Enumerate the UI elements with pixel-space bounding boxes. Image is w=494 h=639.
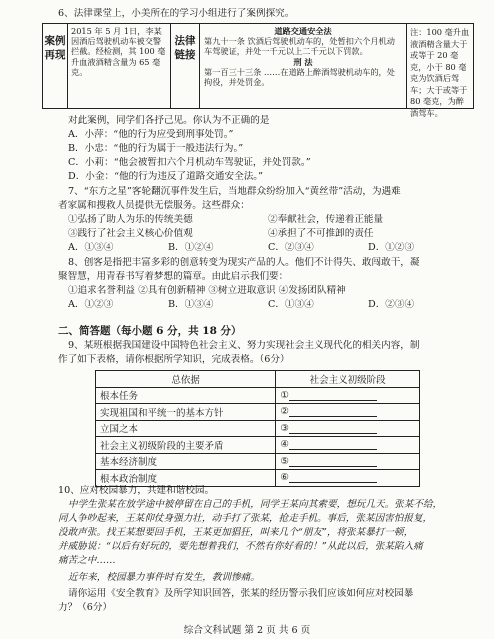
row-label: 基本经济制度 (96, 453, 276, 470)
q8-choice-d: D．②③④ (368, 299, 415, 310)
q10-story-4: 并威胁说：“以后有好玩的，要先想着我们，不然有你好看的！”从此以后，张某陷入痛 (58, 541, 423, 552)
q7-opt-1: ①弘扬了助人为乐的传统美德 (68, 214, 193, 225)
q10-question-2: 力？（6分） (58, 602, 113, 613)
q6-question: 对此案例，同学们各抒己见。你认为不正确的是 (68, 115, 270, 126)
answer-blank[interactable] (289, 423, 377, 434)
q10-note: 近年来，校园暴力事件时有发生，教训惨痛。 (68, 572, 260, 583)
table-row (96, 420, 420, 437)
table-row (96, 470, 420, 487)
table-row (96, 453, 420, 470)
q8-choice-c: C．①③④ (268, 299, 314, 310)
q10-story-3: 没敢声张。找王某想要回手机，王某更加猖狂，叫来几个“朋友”，将张某暴打一顿， (58, 527, 414, 538)
q6-case-table (42, 23, 474, 118)
case-label: 案例再现 (43, 24, 68, 108)
table-header-row (96, 371, 420, 388)
q7-choice-d: D．①②③ (368, 242, 415, 253)
q6-stem: 6、法律课堂上，小美所在的学习小组进行了案例探究。 (58, 8, 295, 19)
q10-story-1: 中学生张某在放学途中被停留在自己的手机，同学王某向其索要，想玩几天。张某不给， (68, 499, 443, 510)
answer-blank[interactable] (289, 406, 377, 417)
law-text (200, 24, 407, 108)
q7-choice-a: A．①③④ (68, 242, 114, 253)
q7-options-row-1 (68, 214, 476, 226)
q8-choice-b: B．①③④ (168, 299, 214, 310)
law-title-traffic: 道路交通安全法 (274, 26, 332, 36)
q10-story-5: 痛苦之中…… (58, 555, 116, 566)
q7-opt-3: ③践行了社会主义核心价值观 (68, 228, 193, 239)
answer-cell[interactable]: ③ (276, 420, 420, 437)
q10-question-1: 请你运用《安全教育》及所学知识回答，张某的经历警示我们应该如何应对校园暴 (68, 588, 414, 599)
alcohol-note: 注：100 毫升血液酒精含量大于或等于 20 毫克，小于 80 毫克为饮酒后驾车；大于或等于 80 毫克，为醉酒驾车。 (410, 27, 470, 118)
q7-stem-2: 者家属和搜救人员提供无偿服务。这些群众： (58, 200, 250, 211)
law-article-91: 第九十一条 饮酒后驾驶机动车的，处暂扣六个月机动车驾驶证，并处一千元以上二千元以下罚款。 (204, 36, 395, 57)
q10-story-2: 同人争吵起来，王某仰仗身强力壮，动手打了张某，抢走手机。事后，张某因害怕报复， (58, 513, 433, 524)
table-row (96, 387, 420, 404)
q8-stem-2: 聚智慧，用青春书写着梦想的篇章。由此启示我们要： (58, 271, 289, 282)
q7-choice-b: B．①②④ (168, 242, 214, 253)
law-article-133: 第一百三十三条 ……在道路上醉酒驾驶机动车的，处拘役，并处罚金。 (204, 66, 395, 88)
q9-stem-2: 作了如下表格，请你根据所学知识，完成表格。（6分） (58, 354, 290, 365)
row-label: 社会主义初级阶段的主要矛盾 (96, 437, 276, 454)
answer-cell[interactable]: ④ (276, 437, 420, 454)
row-label: 根本任务 (96, 387, 276, 404)
q10-stem: 10、应对校园暴力，共建和谐校园。 (58, 485, 215, 496)
header-left: 总依据 (96, 371, 276, 388)
header-right: 社会主义初级阶段 (276, 371, 420, 388)
law-label: 法律链接 (171, 24, 200, 108)
q7-opt-4: ④承担了不可推卸的责任 (268, 228, 374, 239)
section-title: 二、简答题（每小题 6 分，共 18 分） (58, 325, 242, 337)
q7-stem-1: 7、“东方之星”客轮翻沉事件发生后，当地群众纷纷加入“黄丝带”活动，为遇难 (68, 186, 401, 197)
q8-options: ①追求名誉利益 ②具有创新精神 ③树立进取意识 ④发扬团队精神 (68, 285, 346, 296)
q9-stem-1: 9、某班根据我国建设中国特色社会主义、努力实现社会主义现代化的相关内容，制 (68, 340, 420, 351)
q6-option-d: D．小金：“他的行为违反了道路交通安全法。” (68, 171, 263, 182)
q6-option-c: C．小莉：“他会被暂扣六个月机动车驾驶证，并处罚款。” (68, 157, 311, 168)
table-row (96, 404, 420, 421)
q9-table (95, 370, 420, 487)
case-text: 2015 年 5 月 1日，李某因酒后驾驶机动车被交警拦截。经检测，其 100 毫升血液酒精含量为 65 毫克。 (68, 24, 171, 108)
q8-stem-1: 8、创客是指把丰富多彩的创意转变为现实产品的人。他们不计得失、敢闯敢干，凝 (68, 257, 420, 268)
row-label: 实现祖国和平统一的基本方针 (96, 404, 276, 421)
q8-choice-a: A．①②③ (68, 299, 114, 310)
row-label: 立国之本 (96, 420, 276, 437)
answer-blank[interactable] (289, 472, 377, 483)
row-label: 根本政治制度 (96, 470, 276, 487)
answer-blank[interactable] (289, 439, 377, 450)
answer-blank[interactable] (289, 390, 377, 401)
answer-cell[interactable]: ⑤ (276, 453, 420, 470)
answer-cell[interactable]: ① (276, 387, 420, 404)
answer-cell[interactable]: ⑥ (276, 470, 420, 487)
answer-cell[interactable]: ② (276, 404, 420, 421)
q7-choices (68, 242, 476, 254)
answer-blank[interactable] (289, 456, 377, 467)
q6-option-b: B．小忠：“他的行为属于一般违法行为。” (68, 143, 244, 154)
table-row (96, 437, 420, 454)
q7-options-row-2 (68, 228, 476, 240)
page-footer: 综合文科试题 第 2 页 共 6 页 (183, 625, 311, 636)
q7-choice-c: C．②③④ (268, 242, 314, 253)
law-title-criminal: 刑 法 (293, 56, 313, 67)
q8-choices (68, 299, 476, 311)
q7-opt-2: ②奉献社会，传递着正能量 (268, 214, 384, 225)
q6-option-a: A．小萍：“他的行为应受到刑事处罚。” (68, 129, 234, 140)
